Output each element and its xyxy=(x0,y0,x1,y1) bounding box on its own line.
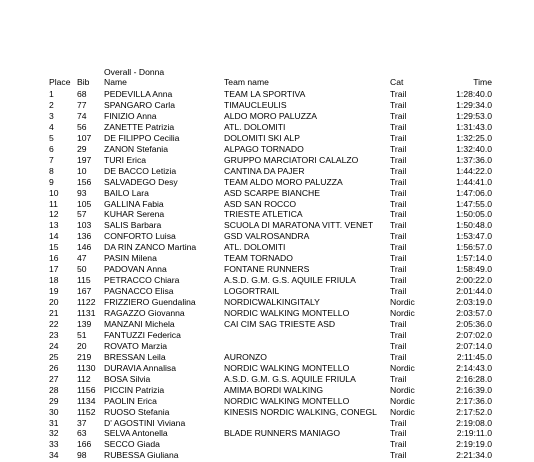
cell-team: TEAM TORNADO xyxy=(224,253,293,264)
cell-place: 23 xyxy=(49,329,59,340)
cell-place: 18 xyxy=(49,275,59,286)
table-row xyxy=(0,89,534,100)
cell-name: CONFORTO Luisa xyxy=(104,231,176,242)
cell-team: TIMAUCLEULIS xyxy=(224,99,287,110)
cell-team: TEAM LA SPORTIVA xyxy=(224,89,306,99)
cell-cat: Trail xyxy=(390,121,407,132)
cell-place: 3 xyxy=(49,110,54,121)
cell-team: A.S.D. G.M. G.S. AQUILE FRIULA xyxy=(224,275,356,286)
cell-bib: 166 xyxy=(77,439,92,450)
cell-bib: 1122 xyxy=(77,297,96,308)
cell-team: CANTINA DA PAJER xyxy=(224,165,305,176)
cell-bib: 1156 xyxy=(77,384,96,395)
cell-name: BOSA Silvia xyxy=(104,373,151,384)
cell-team: AMIMA BORDI WALKING xyxy=(224,384,323,395)
cell-time: 2:16:28.0 xyxy=(456,373,492,384)
cell-bib: 56 xyxy=(77,121,87,132)
cell-team: LOGORTRAIL xyxy=(224,286,280,297)
cell-team: NORDIC WALKING MONTELLO xyxy=(224,308,350,318)
cell-time: 2:21:34.0 xyxy=(456,450,492,461)
cell-name: D' AGOSTINI Viviana xyxy=(104,417,186,428)
cell-place: 27 xyxy=(49,373,59,384)
table-row xyxy=(0,188,534,199)
cell-time: 2:11:45.0 xyxy=(456,351,492,362)
cell-name: DE FILIPPO Cecilia xyxy=(104,132,180,143)
cell-place: 6 xyxy=(49,143,54,154)
cell-name: DURAVIA Annalisa xyxy=(104,362,176,373)
table-row xyxy=(0,253,534,264)
table-row xyxy=(0,439,534,450)
table-row xyxy=(0,209,534,220)
cell-name: DE BACCO Letizia xyxy=(104,165,177,176)
cell-cat: Trail xyxy=(390,132,407,143)
cell-bib: 136 xyxy=(77,231,92,242)
cell-place: 20 xyxy=(49,297,59,308)
cell-time: 1:29:53.0 xyxy=(456,110,492,121)
table-row xyxy=(0,155,534,166)
cell-team: ALPAGO TORNADO xyxy=(224,143,304,154)
cell-time: 2:03:57.0 xyxy=(456,308,492,318)
cell-cat: Trail xyxy=(390,439,407,450)
cell-name: MANZANI Michela xyxy=(104,318,175,329)
cell-name: PICCIN Patrizia xyxy=(104,384,165,395)
cell-cat: Trail xyxy=(390,143,407,154)
cell-cat: Trail xyxy=(390,351,407,362)
cell-time: 1:28:40.0 xyxy=(456,89,492,99)
cell-time: 1:50:05.0 xyxy=(456,209,492,220)
cell-bib: 1131 xyxy=(77,308,96,318)
table-row xyxy=(0,396,534,407)
table-row xyxy=(0,264,534,275)
cell-name: ROVATO Marzia xyxy=(104,340,168,351)
cell-team: ASD SAN ROCCO xyxy=(224,198,297,209)
table-row xyxy=(0,428,534,439)
cell-bib: 50 xyxy=(77,264,87,275)
cell-bib: 197 xyxy=(77,154,92,165)
cell-time: 1:58:49.0 xyxy=(456,264,492,275)
cell-name: PAGNACCO Elisa xyxy=(104,286,174,297)
cell-cat: Nordic xyxy=(390,395,415,406)
cell-place: 34 xyxy=(49,450,59,461)
cell-cat: Trail xyxy=(390,110,407,121)
cell-cat: Trail xyxy=(390,286,407,297)
table-row xyxy=(0,319,534,330)
cell-time: 2:17:36.0 xyxy=(456,395,492,406)
cell-cat: Nordic xyxy=(390,384,415,395)
cell-team: TRIESTE ATLETICA xyxy=(224,209,303,220)
cell-time: 2:19:11.0 xyxy=(456,428,492,439)
cell-name: GALLINA Fabia xyxy=(104,198,164,209)
cell-name: PEDEVILLA Anna xyxy=(104,89,173,99)
cell-name: DA RIN ZANCO Martina xyxy=(104,242,197,253)
table-row xyxy=(0,220,534,231)
cell-time: 2:14:43.0 xyxy=(456,362,492,373)
cell-bib: 29 xyxy=(77,143,87,154)
cell-name: PADOVAN Anna xyxy=(104,264,167,275)
cell-team: CAI CIM SAG TRIESTE ASD xyxy=(224,318,336,329)
cell-time: 1:47:55.0 xyxy=(456,198,492,209)
cell-time: 1:44:22.0 xyxy=(456,165,492,176)
cell-team: NORDIC WALKING MONTELLO xyxy=(224,362,350,373)
cell-name: SALIS Barbara xyxy=(104,220,162,231)
table-row xyxy=(0,297,534,308)
cell-team: NORDICWALKINGITALY xyxy=(224,297,320,308)
cell-place: 1 xyxy=(49,89,54,99)
cell-name: ZANON Stefania xyxy=(104,143,168,154)
cell-name: FINIZIO Anna xyxy=(104,110,157,121)
cell-bib: 63 xyxy=(77,428,87,439)
table-row xyxy=(0,275,534,286)
cell-bib: 57 xyxy=(77,209,87,220)
cell-team: ALDO MORO PALUZZA xyxy=(224,110,317,121)
header-name: Name xyxy=(104,77,127,87)
cell-place: 4 xyxy=(49,121,54,132)
header-cat: Cat xyxy=(390,77,404,87)
cell-place: 12 xyxy=(49,209,59,220)
table-row xyxy=(0,308,534,319)
cell-place: 22 xyxy=(49,318,59,329)
cell-time: 2:07:02.0 xyxy=(456,329,492,340)
cell-cat: Trail xyxy=(390,264,407,275)
table-row xyxy=(0,166,534,177)
table-row xyxy=(0,111,534,122)
cell-bib: 93 xyxy=(77,187,87,198)
cell-team: GRUPPO MARCIATORI CALALZO xyxy=(224,154,359,165)
cell-team: BLADE RUNNERS MANIAGO xyxy=(224,428,341,439)
cell-cat: Nordic xyxy=(390,297,415,308)
cell-bib: 20 xyxy=(77,340,87,351)
cell-bib: 51 xyxy=(77,329,87,340)
cell-cat: Trail xyxy=(390,329,407,340)
cell-place: 24 xyxy=(49,340,59,351)
cell-team: AURONZO xyxy=(224,351,267,362)
cell-bib: 98 xyxy=(77,450,87,461)
cell-place: 28 xyxy=(49,384,59,395)
cell-bib: 105 xyxy=(77,198,92,209)
cell-cat: Trail xyxy=(390,187,407,198)
table-row xyxy=(0,407,534,418)
cell-name: SECCO Giada xyxy=(104,439,160,450)
cell-name: BRESSAN Leila xyxy=(104,351,166,362)
cell-time: 2:00:22.0 xyxy=(456,275,492,286)
cell-name: FRIZZIERO Guendalina xyxy=(104,297,196,308)
cell-time: 1:57:14.0 xyxy=(456,253,492,264)
cell-time: 1:47:06.0 xyxy=(456,187,492,198)
cell-name: SELVA Antonella xyxy=(104,428,168,439)
cell-cat: Trail xyxy=(390,340,407,351)
cell-cat: Trail xyxy=(390,154,407,165)
cell-cat: Trail xyxy=(390,220,407,231)
cell-place: 8 xyxy=(49,165,54,176)
cell-place: 7 xyxy=(49,154,54,165)
cell-bib: 68 xyxy=(77,89,87,99)
cell-team: A.S.D. G.M. G.S. AQUILE FRIULA xyxy=(224,373,356,384)
header-time: Time xyxy=(473,77,492,87)
table-row xyxy=(0,133,534,144)
cell-place: 10 xyxy=(49,187,59,198)
cell-time: 2:01:44.0 xyxy=(456,286,492,297)
cell-cat: Trail xyxy=(390,253,407,264)
cell-time: 2:19:08.0 xyxy=(456,417,492,428)
table-row xyxy=(0,352,534,363)
cell-bib: 77 xyxy=(77,99,87,110)
cell-bib: 112 xyxy=(77,373,91,384)
cell-name: RUBESSA Giuliana xyxy=(104,450,179,461)
cell-name: PAOLIN Erica xyxy=(104,395,157,406)
cell-cat: Trail xyxy=(390,198,407,209)
cell-cat: Trail xyxy=(390,209,407,220)
cell-bib: 47 xyxy=(77,253,87,264)
cell-bib: 107 xyxy=(77,132,92,143)
cell-team: ATL. DOLOMITI xyxy=(224,121,286,132)
cell-time: 2:19:19.0 xyxy=(456,439,492,450)
cell-place: 21 xyxy=(49,308,59,318)
cell-time: 2:16:39.0 xyxy=(456,384,492,395)
header-place: Place xyxy=(49,77,71,87)
table-row xyxy=(0,363,534,374)
cell-time: 1:29:34.0 xyxy=(456,99,492,110)
cell-bib: 1134 xyxy=(77,395,96,406)
cell-team: ATL. DOLOMITI xyxy=(224,242,286,253)
cell-place: 11 xyxy=(49,198,58,209)
cell-name: SALVADEGO Desy xyxy=(104,176,178,187)
cell-bib: 1130 xyxy=(77,362,96,373)
cell-team: TEAM ALDO MORO PALUZZA xyxy=(224,176,343,187)
cell-time: 1:44:41.0 xyxy=(456,176,492,187)
cell-bib: 1152 xyxy=(77,406,96,417)
table-row xyxy=(0,385,534,396)
table-row xyxy=(0,199,534,210)
cell-time: 1:37:36.0 xyxy=(456,154,492,165)
table-row xyxy=(0,418,534,429)
cell-place: 14 xyxy=(49,231,59,242)
cell-place: 29 xyxy=(49,395,59,406)
cell-team: GSD VALROSANDRA xyxy=(224,231,310,242)
cell-time: 1:56:57.0 xyxy=(456,242,492,253)
cell-name: RAGAZZO Giovanna xyxy=(104,308,185,318)
cell-bib: 139 xyxy=(77,318,92,329)
cell-place: 13 xyxy=(49,220,59,231)
cell-cat: Trail xyxy=(390,231,407,242)
cell-time: 2:03:19.0 xyxy=(456,297,492,308)
cell-cat: Trail xyxy=(390,275,407,286)
cell-place: 32 xyxy=(49,428,59,439)
cell-bib: 146 xyxy=(77,242,92,253)
cell-name: PETRACCO Chiara xyxy=(104,275,180,286)
cell-bib: 156 xyxy=(77,176,92,187)
cell-place: 33 xyxy=(49,439,59,450)
cell-cat: Trail xyxy=(390,165,407,176)
cell-name: BAILO Lara xyxy=(104,187,149,198)
cell-time: 1:32:40.0 xyxy=(456,143,492,154)
table-row xyxy=(0,242,534,253)
cell-time: 1:53:47.0 xyxy=(456,231,492,242)
cell-name: ZANETTE Patrizia xyxy=(104,121,175,132)
cell-place: 26 xyxy=(49,362,59,373)
table-row xyxy=(0,177,534,188)
cell-bib: 10 xyxy=(77,165,87,176)
cell-team: DOLOMITI SKI ALP xyxy=(224,132,300,143)
header-team: Team name xyxy=(224,77,269,87)
cell-name: KUHAR Serena xyxy=(104,209,165,220)
cell-time: 2:05:36.0 xyxy=(456,318,492,329)
cell-time: 2:17:52.0 xyxy=(456,406,492,417)
cell-cat: Trail xyxy=(390,428,407,439)
cell-cat: Nordic xyxy=(390,308,415,318)
cell-place: 17 xyxy=(49,264,59,275)
cell-place: 9 xyxy=(49,176,54,187)
results-subtitle: Overall - Donna xyxy=(104,67,165,77)
cell-time: 2:07:14.0 xyxy=(456,340,492,351)
cell-cat: Trail xyxy=(390,417,407,428)
cell-bib: 103 xyxy=(77,220,92,231)
table-row xyxy=(0,231,534,242)
cell-place: 25 xyxy=(49,351,59,362)
cell-team: SCUOLA DI MARATONA VITT. VENET xyxy=(224,220,374,231)
cell-name: RUOSO Stefania xyxy=(104,406,170,417)
cell-place: 5 xyxy=(49,132,54,143)
cell-time: 1:50:48.0 xyxy=(456,220,492,231)
cell-team: ASD SCARPE BIANCHE xyxy=(224,187,320,198)
table-row xyxy=(0,122,534,133)
table-row xyxy=(0,341,534,352)
cell-time: 1:32:25.0 xyxy=(456,132,492,143)
cell-team: KINESIS NORDIC WALKING, CONEGL xyxy=(224,406,377,417)
cell-bib: 74 xyxy=(77,110,87,121)
table-row xyxy=(0,450,534,461)
cell-place: 15 xyxy=(49,242,59,253)
cell-place: 16 xyxy=(49,253,59,264)
table-row xyxy=(0,100,534,111)
cell-place: 31 xyxy=(49,417,59,428)
cell-name: SPANGARO Carla xyxy=(104,99,175,110)
cell-name: FANTUZZI Federica xyxy=(104,329,181,340)
cell-cat: Nordic xyxy=(390,406,415,417)
table-row xyxy=(0,286,534,297)
table-row xyxy=(0,144,534,155)
cell-place: 2 xyxy=(49,99,54,110)
header-row xyxy=(0,77,534,88)
cell-bib: 37 xyxy=(77,417,87,428)
cell-name: PASIN Milena xyxy=(104,253,157,264)
cell-place: 19 xyxy=(49,286,59,297)
cell-team: NORDIC WALKING MONTELLO xyxy=(224,395,350,406)
cell-cat: Trail xyxy=(390,242,407,253)
header-bib: Bib xyxy=(77,77,90,87)
table-row xyxy=(0,330,534,341)
cell-bib: 115 xyxy=(77,275,91,286)
cell-cat: Trail xyxy=(390,176,407,187)
cell-name: TURI Erica xyxy=(104,154,147,165)
cell-cat: Trail xyxy=(390,89,407,99)
cell-cat: Trail xyxy=(390,450,407,461)
cell-place: 30 xyxy=(49,406,59,417)
table-row xyxy=(0,374,534,385)
cell-team: FONTANE RUNNERS xyxy=(224,264,310,275)
cell-cat: Trail xyxy=(390,373,407,384)
cell-bib: 167 xyxy=(77,286,92,297)
cell-time: 1:31:43.0 xyxy=(456,121,492,132)
cell-bib: 219 xyxy=(77,351,92,362)
cell-cat: Nordic xyxy=(390,362,415,373)
cell-cat: Trail xyxy=(390,318,407,329)
cell-cat: Trail xyxy=(390,99,407,110)
